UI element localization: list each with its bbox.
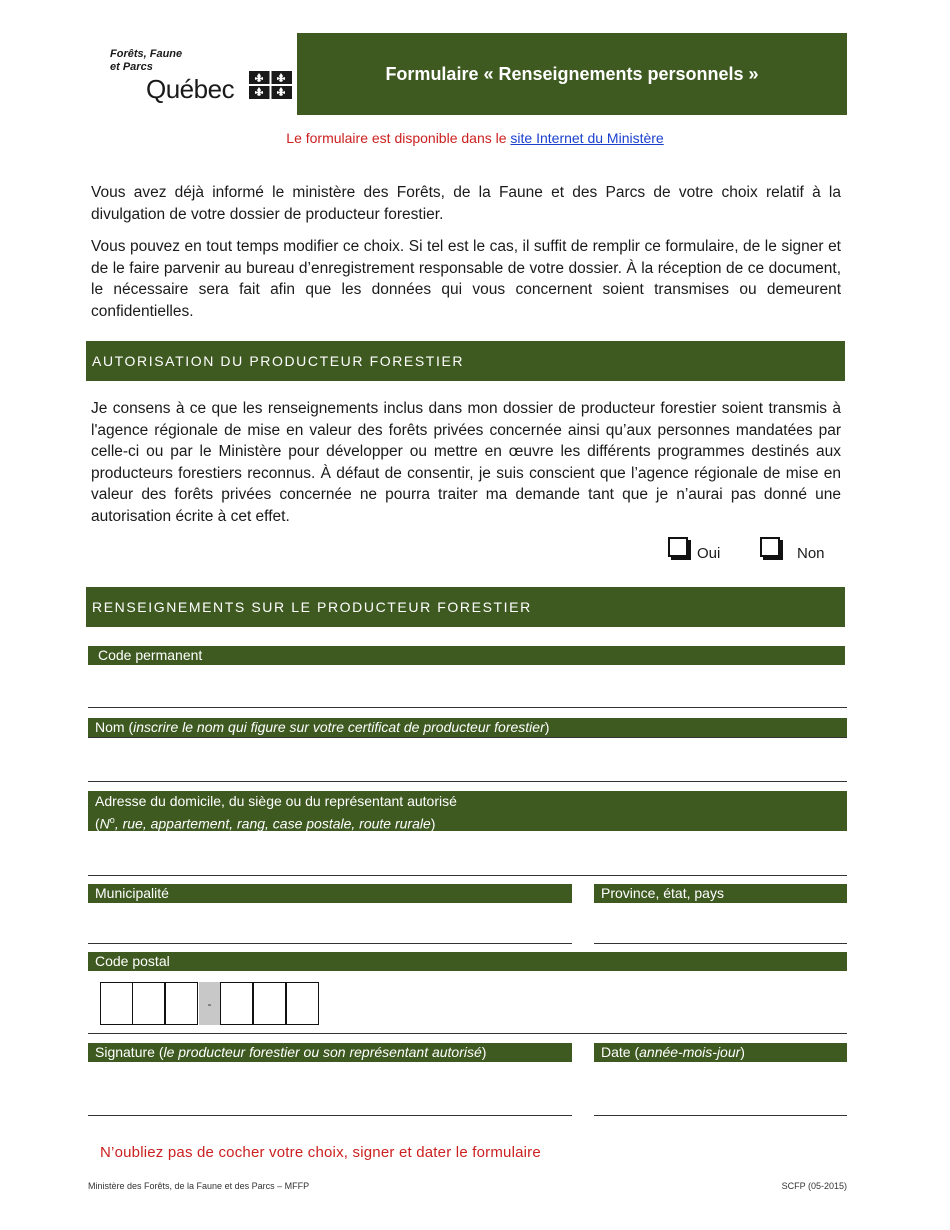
ministry-name <box>110 48 182 74</box>
producer-heading: RENSEIGNEMENTS SUR LE PRODUCTEUR FORESTIER <box>86 587 845 627</box>
nom-label <box>88 718 847 737</box>
adresse-no-sup: o <box>109 815 115 825</box>
postal-code-box-4[interactable] <box>220 982 253 1025</box>
date-label-text: Date ( <box>601 1044 640 1060</box>
nom-label-close: ) <box>544 719 550 735</box>
date-label-close: ) <box>740 1044 745 1060</box>
adresse-no: N <box>99 815 110 832</box>
reminder-note: N’oubliez pas de cocher votre choix, signer et dater le formulaire <box>100 1144 541 1161</box>
footer-ministry: Ministère des Forêts, de la Faune et des Parcs – MFFP <box>88 1181 310 1191</box>
non-checkbox[interactable] <box>760 537 780 557</box>
adresse-label-hint-line <box>95 811 847 834</box>
oui-label: Oui <box>697 545 721 562</box>
municipalite-field[interactable] <box>88 943 572 944</box>
quebec-wordmark: Québec <box>146 74 235 104</box>
adresse-hint: , rue, appartement, rang, case postale, route rurale <box>114 815 431 832</box>
date-label-hint: année-mois-jour <box>639 1044 741 1060</box>
footer-form-code: SCFP (05-2015) <box>781 1181 847 1191</box>
authorization-heading: AUTORISATION DU PRODUCTEUR FORESTIER <box>86 341 845 381</box>
signature-label-close: ) <box>481 1044 487 1060</box>
postal-code-box-2[interactable] <box>132 982 165 1025</box>
adresse-close: ) <box>430 815 436 832</box>
signature-label <box>88 1043 572 1062</box>
ministry-line-2: et Parcs <box>110 61 153 73</box>
province-field[interactable] <box>594 943 847 944</box>
adresse-label-text: Adresse du domicile, du siège ou du représentant autorisé <box>95 793 457 809</box>
date-field[interactable] <box>594 1115 847 1116</box>
nom-label-underline <box>88 737 847 738</box>
code-permanent-label: Code permanent <box>88 646 845 665</box>
postal-code-box-5[interactable] <box>253 982 286 1025</box>
code-postal-underline <box>88 1033 847 1034</box>
signature-field[interactable] <box>88 1115 572 1116</box>
oui-checkbox[interactable] <box>668 537 688 557</box>
quebec-flag-icon <box>249 71 292 99</box>
municipalite-label: Municipalité <box>88 884 572 903</box>
ministry-website-link[interactable]: site Internet du Ministère <box>510 130 664 146</box>
signature-label-hint: le producteur forestier ou son représentant autorisé <box>163 1044 482 1060</box>
availability-text: Le formulaire est disponible dans le <box>286 130 511 146</box>
nom-label-hint: inscrire le nom qui figure sur votre certificat de producteur forestier <box>133 719 545 735</box>
nom-label-text: Nom ( <box>95 719 134 735</box>
authorization-text: Je consens à ce que les renseignements inclus dans mon dossier de producteur forestier soient transmis à l'agence régionale de mise en valeur des forêts privées concernée ainsi qu’aux personnes mandatées par celle-ci ou par le Ministère pour développer ou mettre en œuvre les différents programmes destinés aux producteurs forestiers reconnus. À défaut de consentir, je suis conscient que l’agence régionale de mise en valeur des forêts privées concernée ne pourra traiter ma demande tant que je n’aurai pas donné une autorisation écrite à cet effet. <box>91 400 841 525</box>
ministry-line-1: Forêts, Faune <box>110 48 183 60</box>
province-label: Province, état, pays <box>594 884 847 903</box>
date-label <box>594 1043 847 1062</box>
code-postal-label: Code postal <box>88 952 847 971</box>
intro-paragraph-1: Vous avez déjà informé le ministère des Forêts, de la Faune et des Parcs de votre choix relatif à la divulgation de votre dossier de producteur forestier. <box>91 184 841 223</box>
signature-label-text: Signature ( <box>95 1044 164 1060</box>
postal-code-box-3[interactable] <box>165 982 198 1025</box>
availability-note <box>0 130 950 146</box>
non-label: Non <box>797 545 825 562</box>
adresse-label <box>88 791 847 831</box>
adresse-open: ( <box>95 815 100 832</box>
postal-code-box-1[interactable] <box>100 982 133 1025</box>
nom-field[interactable] <box>88 781 847 782</box>
form-title: Formulaire « Renseignements personnels » <box>297 33 847 115</box>
postal-code-box-6[interactable] <box>286 982 319 1025</box>
adresse-field[interactable] <box>88 875 847 876</box>
code-permanent-field[interactable] <box>88 707 847 708</box>
postal-code-separator: - <box>199 982 220 1025</box>
intro-paragraph-2: Vous pouvez en tout temps modifier ce choix. Si tel est le cas, il suffit de remplir ce formulaire, de le signer et de le faire parvenir au bureau d’enregistrement responsable de votre dossier. À la réception de ce document, le nécessaire sera fait afin que les données qui vous concernent soient transmises ou demeurent confidentielles. <box>91 238 841 320</box>
